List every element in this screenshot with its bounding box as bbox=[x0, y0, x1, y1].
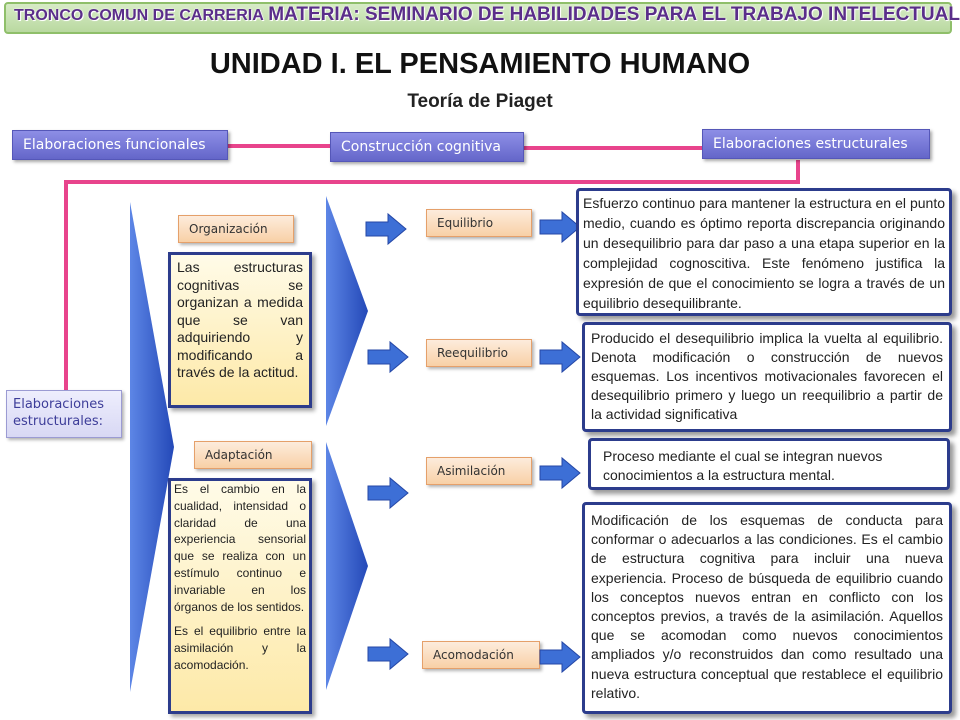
label-equilibrio bbox=[426, 209, 532, 237]
connector-line-left-down bbox=[64, 180, 68, 392]
page-subtitle: Teoría de Piaget bbox=[407, 91, 553, 112]
label-organizacion bbox=[178, 215, 294, 243]
label-text: Equilibrio bbox=[437, 216, 494, 230]
bracket-arrow-upper bbox=[322, 194, 370, 428]
label-text: Asimilación bbox=[437, 464, 506, 478]
label-asimilacion bbox=[426, 457, 532, 485]
arrow-reequilibrio-to-text bbox=[538, 340, 582, 374]
banner-text bbox=[14, 4, 960, 26]
label-text: Organización bbox=[189, 222, 268, 236]
page-title: UNIDAD I. EL PENSAMIENTO HUMANO bbox=[209, 48, 751, 80]
arrow-to-asimilacion bbox=[366, 476, 410, 510]
arrow-to-equilibrio bbox=[364, 212, 408, 246]
asimilacion-text: Proceso mediante el cual se integran nuevos conocimientos a la estructura mental. bbox=[603, 448, 883, 483]
acomodacion-textbox bbox=[582, 502, 952, 714]
bracket-arrow-lower bbox=[322, 440, 370, 692]
adaptacion-text-1: Es el cambio en la cualidad, intensidad o claridad de una experiencia sensorial que se realiza con un estímulo continuo e invariable en los órganos de los sentidos. bbox=[174, 482, 306, 614]
label-elaboraciones-funcionales bbox=[12, 130, 228, 160]
reequilibrio-text: Producido el desequilibrio implica la vuelta al equilibrio. Denota modificación o construcción de nuevos esquemas. Los incentivos motivacionales favorecen el desequilibrio primero y luego un reequilibrio a partir de la actividad significativa bbox=[591, 330, 943, 422]
connector-line-right-down bbox=[796, 160, 800, 182]
asimilacion-textbox bbox=[588, 438, 950, 490]
label-text: Construcción cognitiva bbox=[341, 139, 501, 155]
reequilibrio-textbox bbox=[582, 322, 952, 432]
side-label-elaboraciones-estructurales bbox=[6, 390, 122, 438]
label-acomodacion bbox=[422, 641, 540, 669]
equilibrio-text: Esfuerzo continuo para mantener la estructura en el punto medio, cuando es óptimo reporta discrepancia originando un desequilibrio para dar paso a una etapa superior en la complejidad cognoscitiva. Este fenómeno justifica la expresión de que el conocimiento se logra a través de un equilibrio desequilibrante. bbox=[583, 195, 945, 311]
label-adaptacion bbox=[194, 441, 312, 469]
banner-materia: MATERIA: SEMINARIO DE HABILIDADES PARA EL TRABAJO INTELECTUAL bbox=[268, 4, 960, 25]
adaptacion-text-2: Es el equilibrio entre la asimilación y la acomodación. bbox=[174, 624, 306, 672]
equilibrio-textbox bbox=[576, 188, 952, 316]
banner-prefix: TRONCO COMUN DE CARRERIA bbox=[14, 7, 264, 24]
connector-line-top-right bbox=[524, 146, 702, 150]
label-reequilibrio bbox=[426, 339, 532, 367]
label-elaboraciones-estructurales bbox=[702, 129, 930, 159]
arrow-acomodacion-to-text bbox=[538, 640, 582, 674]
arrow-asimilacion-to-text bbox=[538, 456, 582, 490]
side-label-text: Elaboraciones estructurales: bbox=[13, 397, 105, 429]
label-text: Reequilibrio bbox=[437, 346, 509, 360]
arrow-to-acomodacion bbox=[366, 637, 410, 671]
label-text: Elaboraciones estructurales bbox=[713, 136, 908, 152]
arrow-to-reequilibrio bbox=[366, 340, 410, 374]
connector-line-horizontal bbox=[64, 180, 800, 184]
organizacion-text: Las estructuras cognitivas se organizan a medida que se van adquiriendo y modificando a través de la actitud. bbox=[177, 259, 303, 380]
acomodacion-text: Modificación de los esquemas de conducta para conformar o adecuarlos a las condiciones. Es el cambio de estructura cognitiva para incluir una nueva experiencia. Proceso de búsqueda de equilibrio cuando los conceptos nuevos entran en conflicto con los conceptos previos, a través de la asimilación. Aquellos que se acomodan como nuevos conocimientos ampliados y/o reconstruidos dan como resultado una nueva estructura conceptual que restablece el equilibrio relativo. bbox=[591, 512, 943, 701]
label-text: Elaboraciones funcionales bbox=[23, 137, 206, 153]
label-text: Acomodación bbox=[433, 648, 514, 662]
adaptacion-textbox bbox=[168, 478, 312, 714]
label-construccion-cognitiva bbox=[330, 132, 524, 162]
label-text: Adaptación bbox=[205, 448, 273, 462]
organizacion-textbox bbox=[168, 252, 312, 408]
connector-line-top bbox=[226, 144, 330, 148]
